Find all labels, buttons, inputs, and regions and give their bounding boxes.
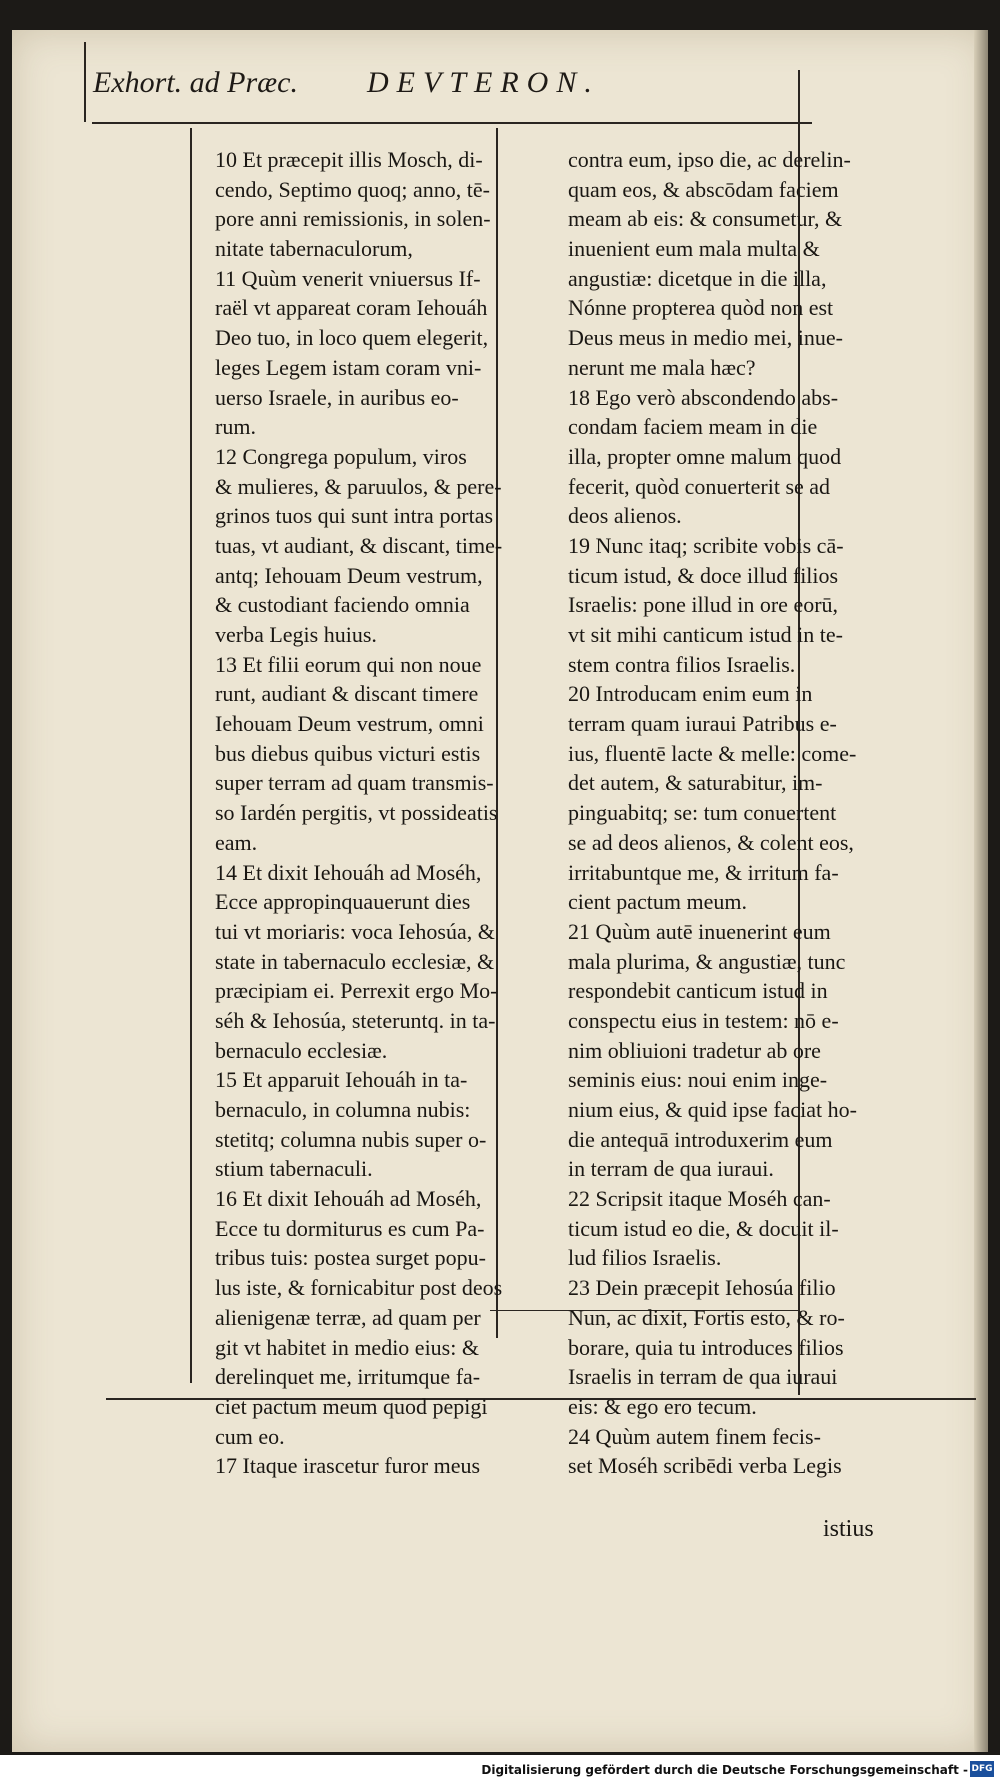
text-line: nitate tabernaculorum, bbox=[215, 236, 413, 262]
text-line: Ecce tu dormiturus es cum Pa- bbox=[215, 1215, 485, 1241]
text-line: 14 Et dixit Iehouáh ad Moséh, bbox=[215, 859, 482, 885]
text-line: tuas, vt audiant, & discant, time- bbox=[215, 532, 503, 558]
text-line: Israelis in terram de qua iuraui bbox=[568, 1364, 838, 1390]
text-line: ius, fluentē lacte & melle: come- bbox=[568, 740, 857, 766]
text-line: borare, quia tu introduces filios bbox=[568, 1334, 844, 1360]
text-line: raël vt appareat coram Iehouáh bbox=[215, 295, 488, 321]
text-line: 17 Itaque irascetur furor meus bbox=[215, 1453, 481, 1479]
text-line: runt, audiant & discant timere bbox=[215, 681, 479, 707]
text-line: pinguabitq; se: tum conuertent bbox=[568, 800, 837, 826]
text-line: 16 Et dixit Iehouáh ad Moséh, bbox=[215, 1186, 482, 1212]
text-line: 12 Congrega populum, viros bbox=[215, 443, 467, 469]
text-line: irritabuntque me, & irritum fa- bbox=[568, 859, 839, 885]
text-line: Israelis: pone illud in ore eorū, bbox=[568, 592, 839, 618]
text-line: meam ab eis: & consumetur, & bbox=[568, 206, 843, 232]
right-column bbox=[568, 145, 908, 1481]
text-line: & custodiant faciendo omnia bbox=[215, 592, 470, 618]
text-line: super terram ad quam transmis- bbox=[215, 770, 494, 796]
text-line: eis: & ego ero tecum. bbox=[568, 1393, 757, 1419]
text-line: verba Legis huius. bbox=[215, 622, 377, 647]
text-line: leges Legem istam coram vni- bbox=[215, 354, 482, 380]
text-line: 19 Nunc itaq; scribite vobis cā- bbox=[568, 532, 844, 558]
text-line: in terram de qua iuraui. bbox=[568, 1156, 774, 1182]
text-line: inuenient eum mala multa & bbox=[568, 236, 820, 262]
text-line: ciet pactum meum quod pepigi bbox=[215, 1393, 488, 1419]
text-line: det autem, & saturabitur, im- bbox=[568, 770, 823, 796]
text-line: pore anni remissionis, in solen- bbox=[215, 206, 491, 232]
running-head-title: DEVTERON. bbox=[367, 66, 600, 99]
text-line: nim obliuioni tradetur ab ore bbox=[568, 1037, 821, 1063]
text-line: 21 Quùm autē inuenerint eum bbox=[568, 918, 831, 944]
text-line: angustiæ: dicetque in die illa, bbox=[568, 265, 827, 291]
page-edge bbox=[974, 30, 988, 1752]
text-line: Nónne propterea quòd non est bbox=[568, 295, 834, 321]
text-line: illa, propter omne malum quod bbox=[568, 443, 842, 469]
text-line: tribus tuis: postea surget popu- bbox=[215, 1245, 486, 1271]
text-line: ticum istud eo die, & docuit il- bbox=[568, 1215, 839, 1241]
text-line: 20 Introducam enim eum in bbox=[568, 681, 813, 707]
text-line: vt sit mihi canticum istud in te- bbox=[568, 622, 843, 647]
text-line: tui vt moriaris: voca Iehosúa, & bbox=[215, 918, 495, 944]
text-line: se ad deos alienos, & colent eos, bbox=[568, 829, 854, 855]
text-line: quam eos, & abscōdam faciem bbox=[568, 176, 839, 202]
text-line: bus diebus quibus victuri estis bbox=[215, 740, 481, 766]
text-line: 22 Scripsit itaque Moséh can- bbox=[568, 1186, 831, 1212]
text-line: Deus meus in medio mei, inue- bbox=[568, 325, 843, 351]
text-line: 24 Quùm autem finem fecis- bbox=[568, 1423, 821, 1449]
text-line: antq; Iehouam Deum vestrum, bbox=[215, 562, 483, 588]
text-line: stium tabernaculi. bbox=[215, 1156, 373, 1182]
text-line: lud filios Israelis. bbox=[568, 1245, 722, 1271]
text-line: nerunt me mala hæc? bbox=[568, 354, 756, 380]
footer-bar bbox=[0, 1755, 1000, 1787]
running-head-left: Exhort. ad Præc. bbox=[93, 66, 298, 99]
text-line: uerso Israele, in auribus eo- bbox=[215, 384, 459, 410]
text-line: 10 Et præcepit illis Mosch, di- bbox=[215, 147, 483, 172]
text-line: rum. bbox=[215, 414, 256, 440]
left-column-rule bbox=[190, 128, 192, 1383]
text-line: 11 Quùm venerit vniuersus If- bbox=[215, 265, 481, 291]
text-line: lus iste, & fornicabitur post deos bbox=[215, 1275, 503, 1301]
text-line: cient pactum meum. bbox=[568, 889, 747, 915]
text-line: die antequā introduxerim eum bbox=[568, 1126, 833, 1152]
text-line: contra eum, ipso die, ac derelin- bbox=[568, 147, 851, 172]
catchword: istius bbox=[823, 1516, 874, 1542]
text-line: seminis eius: noui enim inge- bbox=[568, 1067, 828, 1093]
text-line: alienigenæ terræ, ad quam per bbox=[215, 1304, 481, 1330]
text-line: Iehouam Deum vestrum, omni bbox=[215, 711, 484, 737]
text-line: respondebit canticum istud in bbox=[568, 978, 828, 1004]
left-column bbox=[215, 145, 560, 1481]
text-line: cum eo. bbox=[215, 1423, 285, 1449]
text-line: set Moséh scribēdi verba Legis bbox=[568, 1453, 842, 1479]
text-line: 18 Ego verò abscondendo abs- bbox=[568, 384, 839, 410]
text-line: 13 Et filii eorum qui non noue bbox=[215, 651, 482, 677]
text-line: & mulieres, & paruulos, & pere- bbox=[215, 473, 502, 499]
text-line: eam. bbox=[215, 829, 258, 855]
text-line: Ecce appropinquauerunt dies bbox=[215, 889, 471, 915]
text-line: 15 Et apparuit Iehouáh in ta- bbox=[215, 1067, 468, 1093]
text-line: Nun, ac dixit, Fortis esto, & ro- bbox=[568, 1304, 845, 1330]
text-line: mala plurima, & angustiæ, tunc bbox=[568, 948, 846, 974]
text-line: ticum istud, & doce illud filios bbox=[568, 562, 839, 588]
text-line: bernaculo, in columna nubis: bbox=[215, 1097, 471, 1122]
text-line: séh & Iehosúa, steteruntq. in ta- bbox=[215, 1007, 496, 1033]
text-line: so Iardén pergitis, vt possideatis bbox=[215, 800, 498, 826]
text-line: stem contra filios Israelis. bbox=[568, 651, 796, 677]
header-rule bbox=[92, 122, 812, 124]
outer-margin-rule bbox=[84, 42, 86, 122]
text-line: nium eius, & quid ipse faciat ho- bbox=[568, 1097, 857, 1122]
text-line: præcipiam ei. Perrexit ergo Mo- bbox=[215, 978, 498, 1004]
text-line: Deo tuo, in loco quem elegerit, bbox=[215, 325, 489, 351]
text-line: 23 Dein præcepit Iehosúa filio bbox=[568, 1275, 836, 1301]
text-line: bernaculo ecclesiæ. bbox=[215, 1037, 388, 1063]
dfg-logo: DFG bbox=[970, 1761, 994, 1777]
text-line: state in tabernaculo ecclesiæ, & bbox=[215, 948, 495, 974]
footer-credit: Digitalisierung gefördert durch die Deutsche Forschungsgemeinschaft - bbox=[481, 1763, 968, 1777]
text-line: conspectu eius in testem: nō e- bbox=[568, 1007, 839, 1033]
text-line: condam faciem meam in die bbox=[568, 414, 818, 440]
text-line: grinos tuos qui sunt intra portas bbox=[215, 503, 494, 529]
text-line: deos alienos. bbox=[568, 503, 682, 529]
text-line: stetitq; columna nubis super o- bbox=[215, 1126, 487, 1152]
text-line: git vt habitet in medio eius: & bbox=[215, 1334, 479, 1360]
text-line: derelinquet me, irritumque fa- bbox=[215, 1364, 481, 1390]
text-line: terram quam iuraui Patribus e- bbox=[568, 711, 837, 737]
text-line: fecerit, quòd conuerterit se ad bbox=[568, 473, 831, 499]
text-line: cendo, Septimo quoq; anno, tē- bbox=[215, 176, 490, 202]
